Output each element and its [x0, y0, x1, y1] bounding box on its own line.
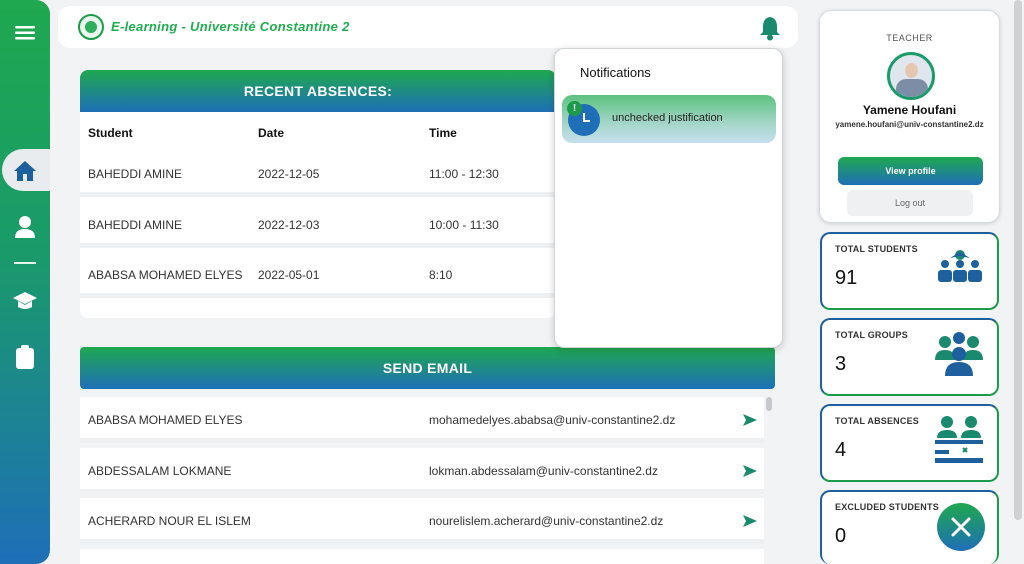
sidebar [0, 0, 50, 564]
sidebar-divider [14, 262, 36, 264]
recent-absences-title: RECENT ABSENCES: [80, 70, 556, 112]
student-email: lokman.abdessalam@univ-constantine2.dz [429, 464, 658, 478]
user-name: Yamene Houfani [862, 103, 957, 117]
home-icon[interactable] [0, 158, 50, 184]
stat-label: TOTAL STUDENTS [835, 244, 918, 254]
cell-date: 2022-05-01 [258, 268, 320, 282]
student-name: ABABSA MOHAMED ELYES [88, 413, 243, 427]
cell-time: 10:00 - 11:30 [429, 218, 499, 232]
list-item [80, 397, 764, 443]
classroom-icon [935, 248, 985, 291]
table-header [80, 118, 556, 148]
user-email: yamene.houfani@univ-constantine2.dz [835, 120, 984, 129]
stat-card-total-students [820, 232, 999, 310]
clipboard-icon[interactable] [0, 344, 50, 370]
profile-card [819, 10, 1000, 223]
group-icon [933, 330, 985, 381]
stat-label: TOTAL GROUPS [835, 330, 908, 340]
stat-value: 91 [835, 267, 858, 289]
notification-item[interactable] [562, 95, 776, 143]
university-logo [78, 14, 104, 40]
stat-label: EXCLUDED STUDENTS [835, 502, 939, 512]
stat-label: TOTAL ABSENCES [835, 416, 919, 426]
cell-student: BAHEDDI AMINE [88, 218, 183, 232]
cell-student: ABABSA MOHAMED ELYES [88, 268, 243, 282]
notifications-dropdown [554, 48, 783, 348]
page-scrollbar[interactable] [1014, 0, 1022, 520]
student-name: ABDESSALAM LOKMANE [88, 464, 232, 478]
avatar [887, 52, 935, 100]
list-item [80, 448, 764, 494]
cell-student: BAHEDDI AMINE [88, 167, 183, 181]
logout-button[interactable]: Log out [847, 190, 973, 216]
stat-card-total-absences [820, 404, 999, 482]
table-row[interactable] [80, 252, 556, 298]
student-email: mohamedelyes.ababsa@univ-constantine2.dz [429, 413, 676, 427]
send-icon[interactable] [742, 464, 758, 481]
user-role: TEACHER [886, 33, 933, 43]
column-header-student: Student [88, 126, 133, 140]
notification-text: unchecked justification [612, 112, 723, 124]
send-email-panel [80, 347, 775, 564]
list-item [80, 549, 764, 564]
hamburger-icon[interactable] [0, 22, 50, 44]
student-name: ACHERARD NOUR EL ISLEM [88, 514, 251, 528]
cell-time: 8:10 [429, 268, 453, 282]
table-row[interactable] [80, 151, 556, 197]
close-icon[interactable] [937, 503, 985, 551]
stat-value: 0 [835, 525, 847, 547]
stat-value: 3 [835, 353, 847, 375]
student-email: nourelislem.acherard@univ-constantine2.dz [429, 514, 664, 528]
send-icon[interactable] [742, 413, 758, 430]
column-header-time: Time [429, 126, 457, 140]
table-row[interactable] [80, 202, 556, 248]
stat-value: 4 [835, 439, 847, 461]
cell-date: 2022-12-05 [258, 167, 320, 181]
cell-time: 11:00 - 12:30 [429, 167, 499, 181]
view-profile-button[interactable]: View profile [838, 157, 983, 185]
user-icon[interactable] [0, 214, 50, 240]
list-item [80, 498, 764, 544]
app-title: E-learning - Université Constantine 2 [111, 19, 350, 34]
cell-date: 2022-12-03 [258, 218, 320, 232]
notifications-title: Notifications [580, 65, 651, 80]
send-email-title: SEND EMAIL [80, 347, 775, 389]
stat-card-total-groups [820, 318, 999, 396]
send-icon[interactable] [742, 514, 758, 531]
top-bar [58, 6, 798, 48]
graduation-cap-icon[interactable] [0, 289, 50, 313]
column-header-date: Date [258, 126, 285, 140]
absence-icon [933, 414, 985, 471]
recent-absences-panel [80, 70, 556, 318]
alert-badge: ! [567, 101, 582, 116]
email-list-scrollbar[interactable] [766, 397, 772, 564]
bell-icon[interactable] [758, 15, 782, 46]
